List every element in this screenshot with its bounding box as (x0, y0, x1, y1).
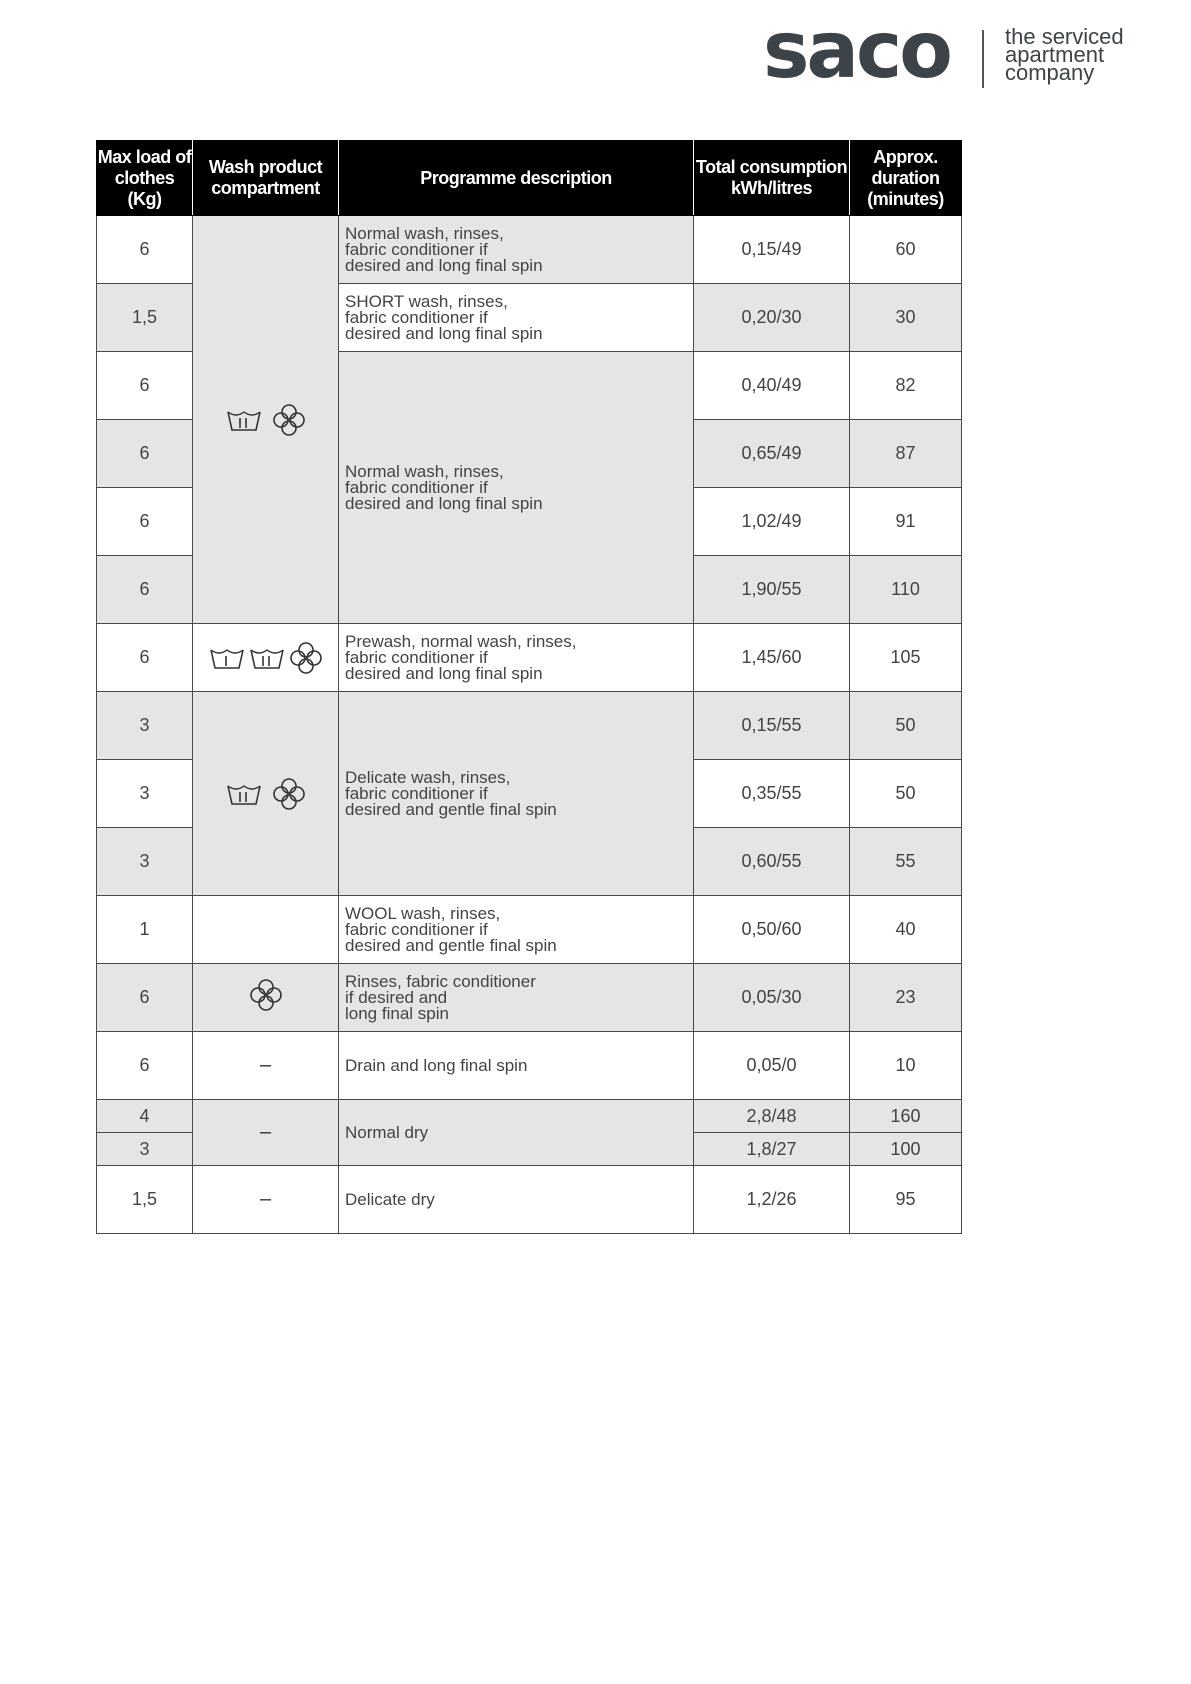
main-wash-icon (226, 408, 262, 432)
duration-cell: 30 (850, 284, 962, 352)
consumption-cell: 1,8/27 (694, 1133, 850, 1166)
logo-tagline-line: company (1005, 60, 1095, 85)
description-line: desired and gentle final spin (345, 799, 557, 819)
duration-cell: 105 (850, 624, 962, 692)
description-line: Drain and long final spin (345, 1055, 528, 1075)
duration-cell: 40 (850, 896, 962, 964)
consumption-cell: 0,50/60 (694, 896, 850, 964)
description-line: desired and long final spin (345, 663, 543, 683)
description-line: fabric conditioner if (345, 783, 488, 803)
compartment-icons (249, 978, 283, 1012)
consumption-cell: 1,45/60 (694, 624, 850, 692)
programme-table (96, 140, 962, 1234)
description-line: Normal wash, rinses, (345, 223, 504, 243)
consumption-cell: 0,65/49 (694, 420, 850, 488)
compartment-cell: – (193, 1166, 339, 1234)
description-cell (339, 1100, 694, 1166)
table-row (97, 1032, 962, 1100)
description-line: Prewash, normal wash, rinses, (345, 631, 577, 651)
compartment-icons (226, 777, 306, 811)
load-cell: 3 (97, 692, 193, 760)
duration-cell: 87 (850, 420, 962, 488)
load-cell: 6 (97, 352, 193, 420)
table-row (97, 896, 962, 964)
description-line: Delicate dry (345, 1189, 435, 1209)
description-cell (339, 1166, 694, 1234)
description-cell (339, 964, 694, 1032)
logo-wordmark: saco (763, 6, 950, 96)
load-cell: 1,5 (97, 1166, 193, 1234)
consumption-cell: 1,90/55 (694, 556, 850, 624)
load-cell: 4 (97, 1100, 193, 1133)
description-line: fabric conditioner if (345, 307, 488, 327)
table-row (97, 624, 962, 692)
main-wash-icon (226, 782, 262, 806)
description-line: long final spin (345, 1003, 449, 1023)
duration-cell: 50 (850, 760, 962, 828)
load-cell: 6 (97, 624, 193, 692)
duration-cell: 55 (850, 828, 962, 896)
description-cell (339, 896, 694, 964)
description-line: fabric conditioner if (345, 647, 488, 667)
load-cell: 1 (97, 896, 193, 964)
description-cell (339, 624, 694, 692)
description-line: desired and long final spin (345, 323, 543, 343)
duration-cell: 100 (850, 1133, 962, 1166)
load-cell: 6 (97, 556, 193, 624)
compartment-cell (193, 896, 339, 964)
load-cell: 6 (97, 964, 193, 1032)
compartment-cell (193, 964, 339, 1032)
company-logo (763, 6, 1133, 96)
description-line: Normal dry (345, 1122, 429, 1142)
softener-flower-icon (272, 777, 306, 811)
header-max-load: Max load of clothes (Kg) (97, 141, 193, 216)
header-duration: Approx. duration (minutes) (850, 141, 962, 216)
duration-cell: 23 (850, 964, 962, 1032)
table-row (97, 1100, 962, 1133)
compartment-cell: – (193, 1032, 339, 1100)
load-cell: 6 (97, 216, 193, 284)
load-cell: 1,5 (97, 284, 193, 352)
description-cell (339, 284, 694, 352)
load-cell: 6 (97, 488, 193, 556)
description-line: if desired and (345, 987, 448, 1007)
consumption-cell: 0,35/55 (694, 760, 850, 828)
header-description: Programme description (339, 141, 694, 216)
description-cell (339, 1032, 694, 1100)
consumption-cell: 1,2/26 (694, 1166, 850, 1234)
softener-flower-icon (289, 641, 323, 675)
table-row (97, 692, 962, 760)
description-line: desired and gentle final spin (345, 935, 557, 955)
compartment-cell (193, 624, 339, 692)
duration-cell: 110 (850, 556, 962, 624)
consumption-cell: 0,15/55 (694, 692, 850, 760)
description-line: Rinses, fabric conditioner (345, 971, 536, 991)
load-cell: 3 (97, 760, 193, 828)
load-cell: 6 (97, 1032, 193, 1100)
table-row (97, 964, 962, 1032)
load-cell: 6 (97, 420, 193, 488)
compartment-icons (226, 403, 306, 437)
consumption-cell: 0,05/0 (694, 1032, 850, 1100)
description-line: desired and long final spin (345, 493, 543, 513)
description-line: fabric conditioner if (345, 239, 488, 259)
description-cell (339, 352, 694, 624)
duration-cell: 10 (850, 1032, 962, 1100)
softener-flower-icon (272, 403, 306, 437)
duration-cell: 95 (850, 1166, 962, 1234)
description-line: SHORT wash, rinses, (345, 291, 508, 311)
main-wash-icon (249, 646, 285, 670)
duration-cell: 60 (850, 216, 962, 284)
table-row (97, 216, 962, 284)
consumption-cell: 0,60/55 (694, 828, 850, 896)
consumption-cell: 0,20/30 (694, 284, 850, 352)
load-cell: 3 (97, 828, 193, 896)
consumption-cell: 0,15/49 (694, 216, 850, 284)
compartment-cell (193, 216, 339, 624)
consumption-cell: 2,8/48 (694, 1100, 850, 1133)
logo-divider (982, 30, 984, 88)
table-row (97, 1166, 962, 1234)
description-cell (339, 216, 694, 284)
prewash-icon (209, 646, 245, 670)
load-cell: 3 (97, 1133, 193, 1166)
consumption-cell: 1,02/49 (694, 488, 850, 556)
description-line: fabric conditioner if (345, 477, 488, 497)
header-compartment: Wash product compartment (193, 141, 339, 216)
programme-table-container (96, 140, 962, 1234)
description-line: Normal wash, rinses, (345, 461, 504, 481)
compartment-cell: – (193, 1100, 339, 1166)
consumption-cell: 0,40/49 (694, 352, 850, 420)
logo-tagline-line: apartment (1005, 42, 1105, 67)
compartment-icons (209, 641, 323, 675)
duration-cell: 91 (850, 488, 962, 556)
logo-tagline-line: the serviced (1005, 24, 1124, 49)
duration-cell: 50 (850, 692, 962, 760)
description-line: fabric conditioner if (345, 919, 488, 939)
header-consumption: Total consumption kWh/litres (694, 141, 850, 216)
duration-cell: 82 (850, 352, 962, 420)
consumption-cell: 0,05/30 (694, 964, 850, 1032)
description-line: desired and long final spin (345, 255, 543, 275)
description-line: WOOL wash, rinses, (345, 903, 501, 923)
description-line: Delicate wash, rinses, (345, 767, 511, 787)
logo-tagline (1005, 24, 1124, 85)
compartment-cell (193, 692, 339, 896)
duration-cell: 160 (850, 1100, 962, 1133)
description-cell (339, 692, 694, 896)
softener-flower-icon (249, 978, 283, 1012)
